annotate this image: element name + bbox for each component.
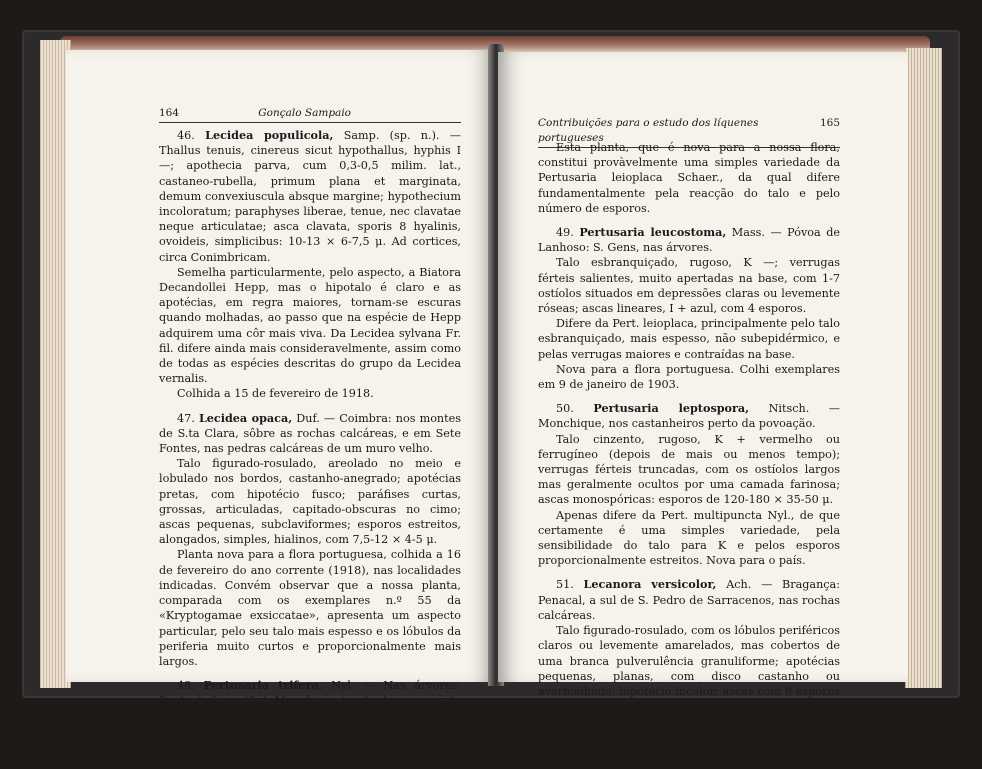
- body-paragraph: Talo esbranquiçado, rugoso, K —; verrugas férteis salientes, muito apertadas na base, com 1-7 ostíolos situados em depressões claras ou levemente róseas; ascas lineares, I + azul, com 4 esporos.: [538, 256, 840, 316]
- entry-number: 49.: [556, 226, 580, 240]
- entry-text: Samp. (sp. n.). — Thallus tenuis, cinereus sicut hypothallus, hyphis I —; apothecia parva, cum 0,3-0,5 milim. lat., castaneo-rubella, primum plana et marginata, demum convexiuscula absque margine; hypothecium incoloratum; paraphyses liberae, tenue, nec clavatae neque articulatae; asca clavata, sporis 8 hyalinis, ovoideis, simplicibus: 10-13 × 6-7,5 μ. Ad cortices, circa Conimbricam.: [159, 129, 461, 264]
- entry-number: 51.: [556, 578, 584, 592]
- right-text-block: [538, 140, 840, 714]
- right-page-number: 165: [819, 117, 840, 129]
- entry-text: Ach. — Bragança: Penacal, a sul de S. Pedro de Sarracenos, nas rochas calcáreas.: [538, 578, 840, 622]
- left-text-block: [159, 128, 461, 769]
- entry-number: 46.: [177, 129, 206, 142]
- right-page: [498, 52, 908, 714]
- body-paragraph: Planta nova para a flora portuguesa, colhida a 16 de fevereiro do ano corrente (1918), nas localidades indicadas. Convém observar que a nossa planta, comparada com os exemplares n.º 55 da «Kryptogamae exsiccatae», apresenta um aspecto particular, pelo seu talo mais espesso e os lóbulos da periferia muito curtos e proporcionalmente mais largos.: [159, 548, 461, 668]
- species-name: Lecanora versicolor,: [583, 577, 717, 592]
- species-name: Pertusaria leucostoma,: [579, 225, 727, 240]
- species-name: Pertusaria trifera,: [203, 678, 323, 693]
- entry-text: Duf. — Coimbra: nos montes de S.ta Clara, sôbre as rochas calcáreas, e em Sete Fontes, nas pedras calcáreas de um muro velho.: [159, 411, 461, 456]
- entry-text: Nitsch. — Monchique, nos castanheiros perto da povoação.: [538, 402, 840, 431]
- body-paragraph: Talo ténue, cinzento, subepidérmico, K + amarelo ou ocáceo; verrugas salientes, não ou pouco apertadas na base, com 1-4 ostíolos; ascas lineares, I + azul, com 1-3 esporos.: [159, 709, 461, 769]
- species-entry: [538, 577, 840, 623]
- species-entry: [538, 401, 840, 431]
- right-running-title: Contribuições para o estudo dos líquenes portugueses: [538, 117, 759, 145]
- body-paragraph: Colhida a 15 de fevereiro de 1918.: [177, 387, 374, 401]
- species-name: Lecidea opaca,: [198, 410, 293, 425]
- body-paragraph: Nova para a flora portuguesa. Colhi exemplares em 9 de janeiro de 1903.: [538, 362, 840, 392]
- body-paragraph: Esta planta, que é nova para a nossa flora, constitui provàvelmente uma simples variedade da Pertusaria leioplaca Schaer., da qual difere fundamentalmente pela reacção do talo e pelo número de esporos.: [538, 141, 840, 215]
- entry-text: Nyl. — Nas árvores: Ponte do Lima (Sá); Monchique (perto da povoação).: [159, 679, 461, 708]
- entry-number: 50.: [556, 402, 594, 416]
- entry-number: 47.: [177, 411, 199, 425]
- left-running-title: Gonçalo Sampaio: [258, 107, 351, 119]
- species-entry: [538, 225, 840, 255]
- left-running-head: [159, 106, 461, 123]
- species-entry: [159, 678, 461, 708]
- species-name: Pertusaria leptospora,: [593, 401, 750, 416]
- entry-text: Mass. — Póvoa de Lanhoso: S. Gens, nas árvores.: [538, 226, 840, 255]
- body-paragraph: Apenas difere da Pert. multipuncta Nyl., de que certamente é uma simples variedade, pela sensibilidade do talo para K e pelos esporos proporcionalmente estreitos. Nova para o país.: [538, 508, 840, 568]
- species-entry: [159, 128, 461, 265]
- body-paragraph: Talo figurado-rosulado, com os lóbulos periféricos claros ou levemente amarelados, mas cobertos de uma branca pulverulência granuliforme; apotécias pequenas, planas, com disco castanho ou avermelhado; hipotécio incolor; ascas com 8 esporos ovoides, simples, hialinos, de 9-11 × 5-5,5 μ.: [538, 624, 840, 714]
- page-edges-right: [905, 48, 942, 688]
- body-paragraph: Talo figurado-rosulado, areolado no meio e lobulado nos bordos, castanho-anegrado; apotécias pretas, com hipotécio fusco; paráfises curtas, grossas, articuladas, capitado-obscuras no cimo; ascas pequenas, subclaviformes; esporos estreitos, alongados, simples, hialinos, com 7,5-12 × 4-5 μ.: [159, 457, 461, 547]
- species-name: Lecidea populicola,: [205, 128, 334, 142]
- species-entry: [159, 411, 461, 457]
- entry-number: 48.: [177, 679, 204, 693]
- body-paragraph: Semelha particularmente, pelo aspecto, a Biatora Decandollei Hepp, mas o hipotalo é claro e as apotécias, em regra maiores, tornam-se escuras quando molhadas, ao passo que na espécie de Hepp adquirem uma côr mais viva. Da Lecidea sylvana Fr. fil. difere ainda mais consideravelmente, assim como de todas as espécies descritas do grupo da Lecidea vernalis.: [159, 265, 461, 386]
- body-paragraph: Talo cinzento, rugoso, K + vermelho ou ferrugíneo (depois de mais ou menos tempo); verrugas férteis truncadas, com os ostíolos largos mas geralmente ocultos por uma camada farinosa; ascas monospóricas: esporos de 120-180 × 35-50 μ.: [538, 432, 840, 507]
- left-page-number: 164: [159, 107, 180, 119]
- left-page: [66, 50, 494, 769]
- body-paragraph: Difere da Pert. leioplaca, principalmente pelo talo esbranquiçado, mais espesso, não subepidérmico, e pelas verrugas maiores e contraídas na base.: [538, 317, 840, 361]
